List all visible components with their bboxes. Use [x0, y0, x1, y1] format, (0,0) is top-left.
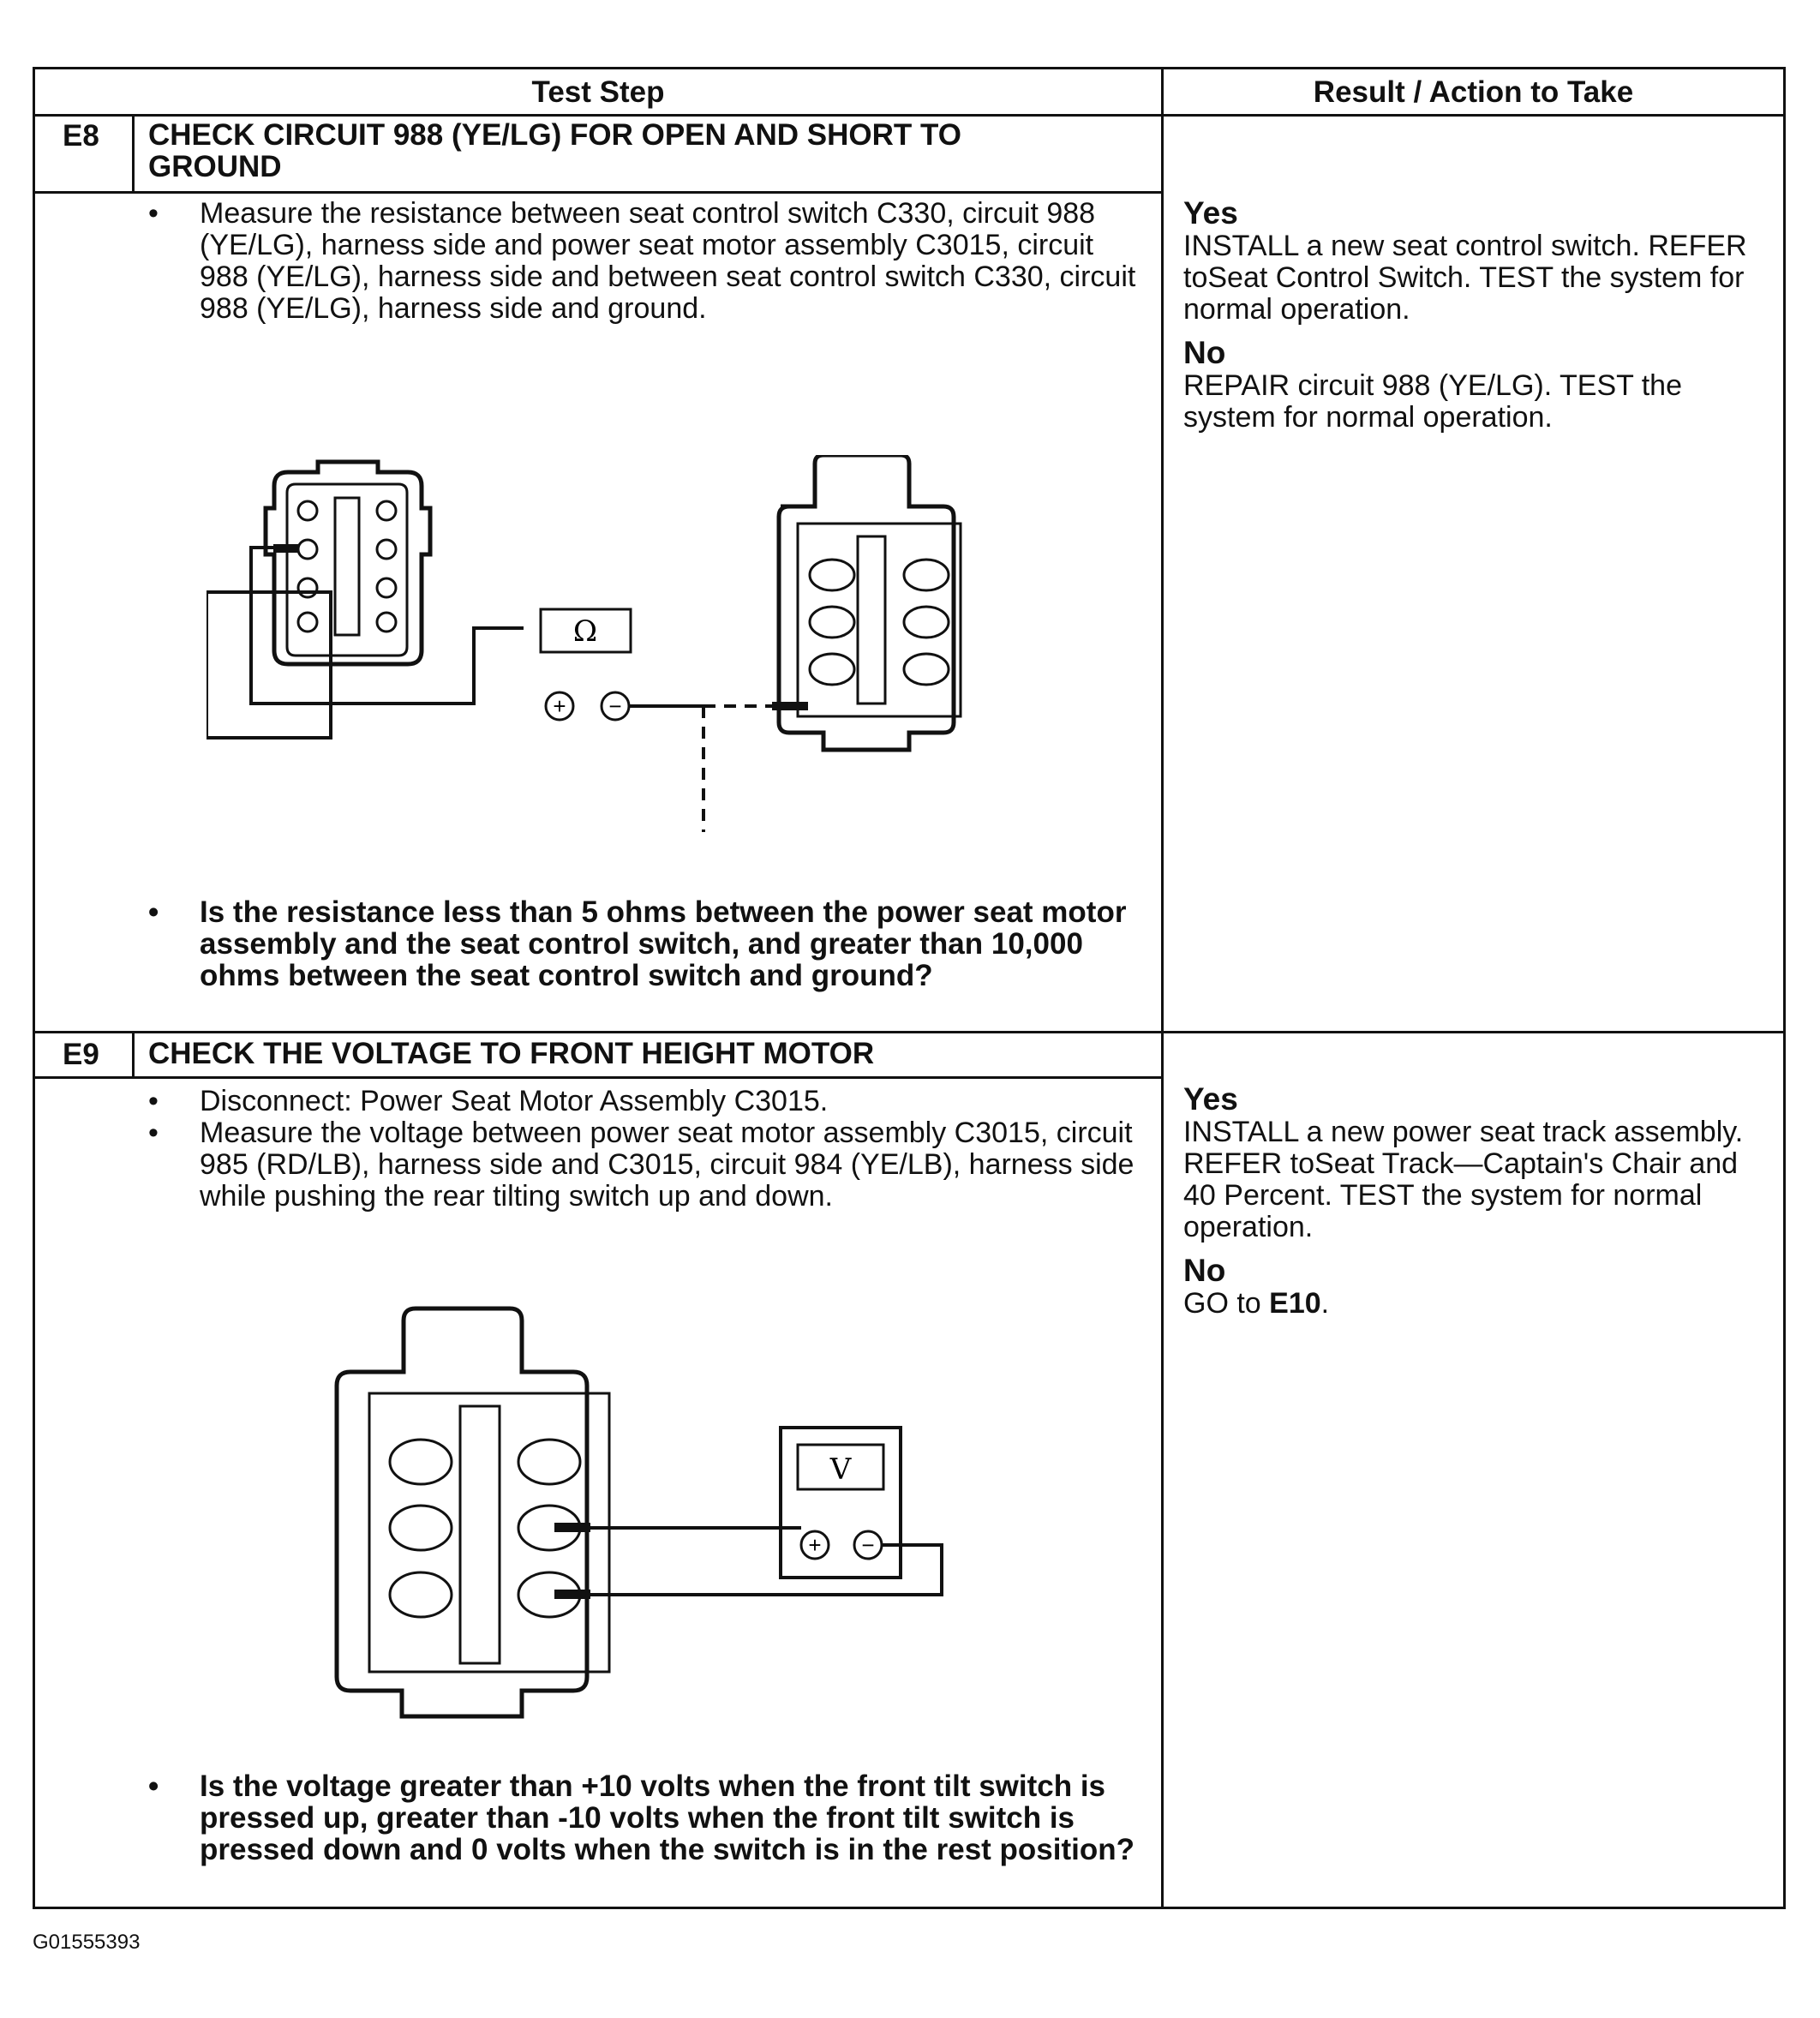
- instruction-item: • Measure the voltage between power seat motor assembly C3015, circuit 985 (RD/LB), harness side and C3015, circuit 984 (YE/LB), harness side while pushing the rear tilting switch up and down.: [138, 1117, 1149, 1213]
- step-title-e9: CHECK THE VOLTAGE TO FRONT HEIGHT MOTOR: [148, 1037, 875, 1070]
- yes-text: INSTALL a new power seat track assembly. REFER toSeat Track—Captain's Chair and 40 Percent. TEST the system for normal operation.: [1183, 1116, 1744, 1243]
- minus-terminal: −: [861, 1532, 875, 1558]
- yes-text: INSTALL a new seat control switch. REFER toSeat Control Switch. TEST the system for normal operation.: [1183, 230, 1747, 326]
- voltage-test-diagram: [301, 1303, 969, 1749]
- step-id-divider: [132, 116, 135, 193]
- resistance-test-diagram: [207, 455, 978, 832]
- step-id-e9: E9: [63, 1038, 99, 1071]
- no-label: No: [1183, 1253, 1226, 1288]
- no-text: REPAIR circuit 988 (YE/LG). TEST the system for normal operation.: [1183, 369, 1682, 434]
- e8-title-rule: [35, 191, 1161, 194]
- plus-terminal: +: [553, 693, 566, 719]
- volt-symbol: V: [829, 1452, 852, 1487]
- result-e9: [1183, 1082, 1766, 1320]
- step-id-e8: E8: [63, 119, 99, 153]
- question-e8: • Is the resistance less than 5 ohms between the power seat motor assembly and the seat control switch, and greater than 10,000 ohms between the seat control switch and ground?: [138, 896, 1168, 991]
- no-label: No: [1183, 335, 1226, 370]
- minus-terminal: −: [608, 693, 622, 719]
- e9-title-rule: [35, 1076, 1161, 1079]
- step-ref-e10: E10: [1269, 1287, 1321, 1320]
- result-e8: [1183, 196, 1766, 434]
- ohm-symbol: Ω: [572, 614, 598, 649]
- no-text-suffix: .: [1320, 1287, 1330, 1320]
- no-text: [1183, 1288, 1766, 1320]
- plus-terminal: +: [808, 1532, 822, 1558]
- instruction-item: • Measure the resistance between seat control switch C330, circuit 988 (YE/LG), harness side and power seat motor assembly C3015, circuit 988 (YE/LG), harness side and between seat control switch C330, circuit 988 (YE/LG), harness side and ground.: [138, 198, 1149, 325]
- row-separator: [35, 1031, 1783, 1033]
- header-result-action: Result / Action to Take: [1313, 75, 1634, 109]
- instruction-item: • Disconnect: Power Seat Motor Assembly C3015.: [138, 1086, 1149, 1117]
- instructions-e9: [138, 1086, 1149, 1213]
- figure-id: G01555393: [33, 1931, 141, 1954]
- instructions-e8: [138, 198, 1149, 325]
- header-test-step: Test Step: [531, 75, 665, 109]
- no-text-prefix: GO to: [1183, 1287, 1270, 1320]
- diagnostic-table: [33, 67, 1786, 1909]
- yes-label: Yes: [1183, 195, 1238, 231]
- question-e9: • Is the voltage greater than +10 volts when the front tilt switch is pressed up, greater than -10 volts when the front tilt switch is pressed down and 0 volts when the switch is in the rest position?: [138, 1770, 1168, 1865]
- step-id-divider: [132, 1033, 135, 1077]
- yes-label: Yes: [1183, 1081, 1238, 1117]
- step-title-e8: CHECK CIRCUIT 988 (YE/LG) FOR OPEN AND SHORT TO GROUND: [148, 118, 961, 183]
